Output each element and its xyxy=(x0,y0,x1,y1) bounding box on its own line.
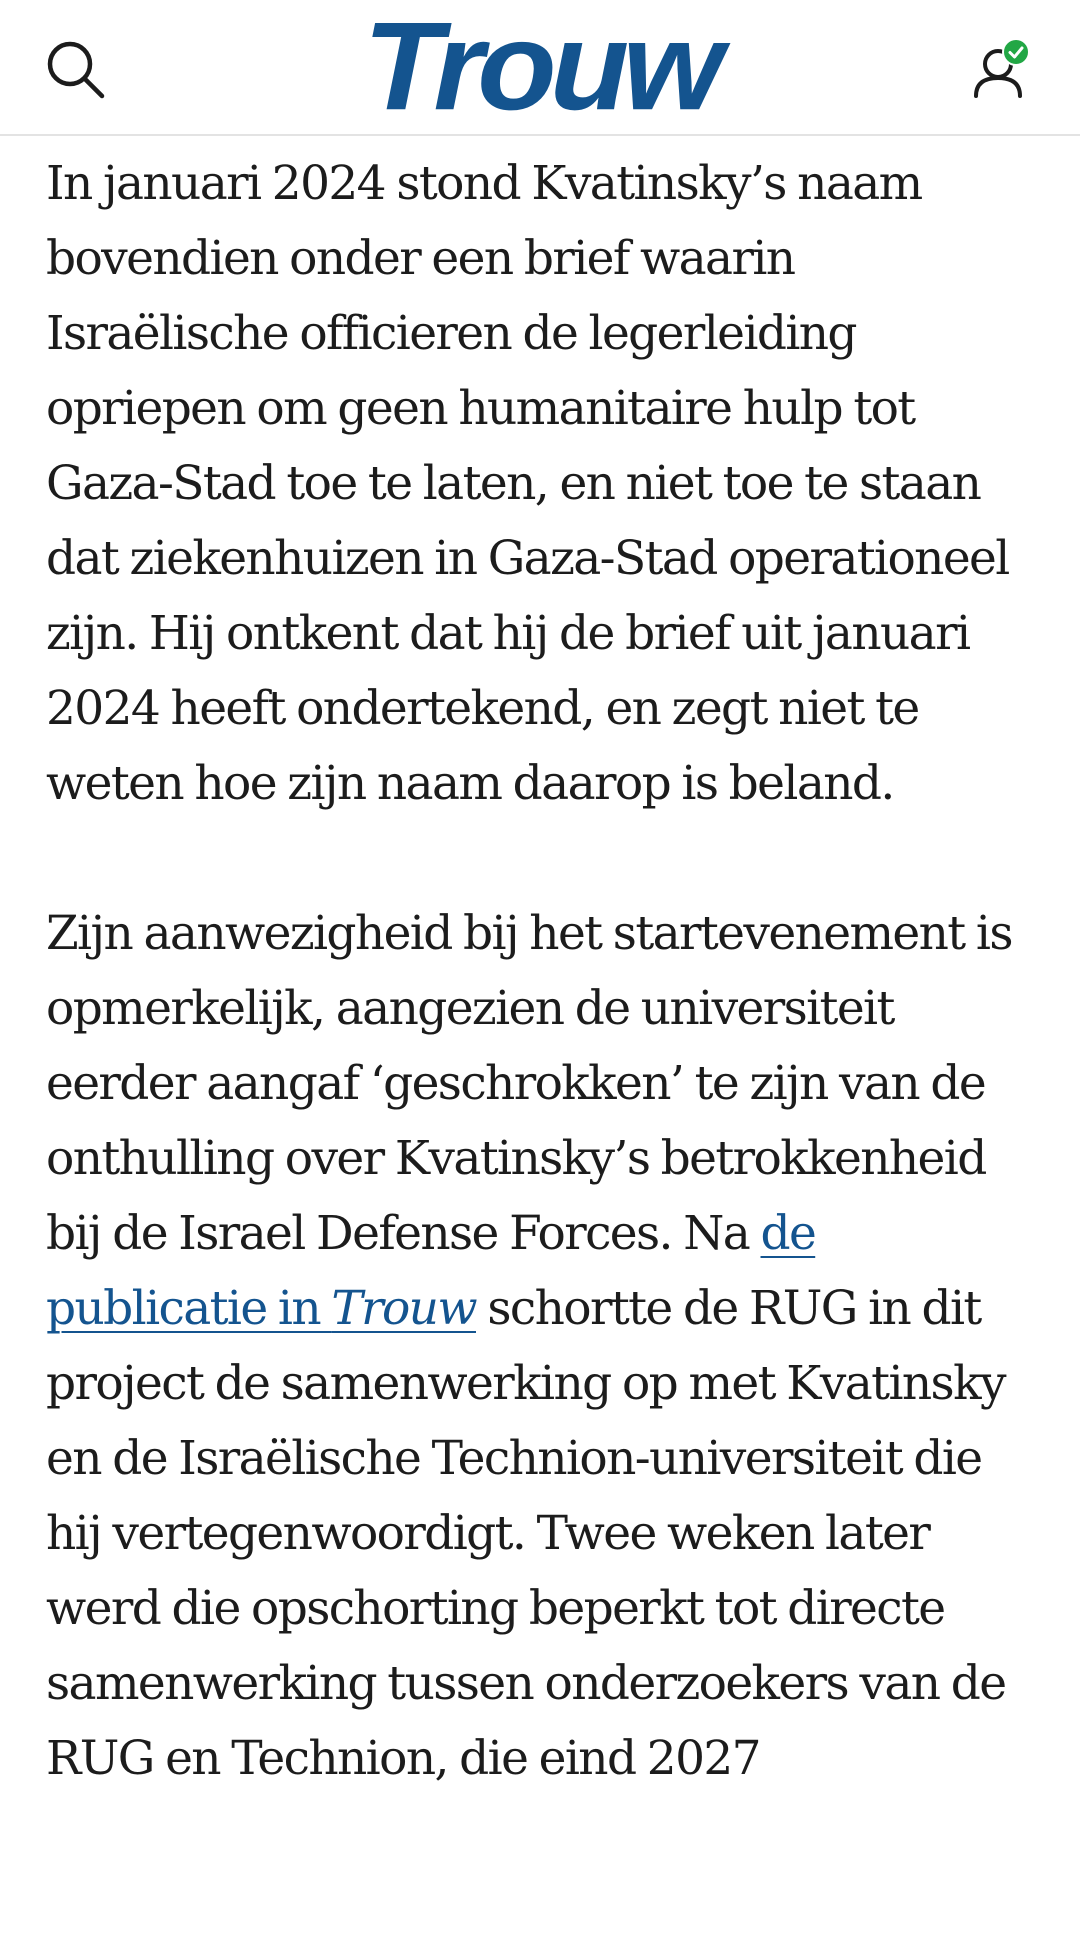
check-badge-icon xyxy=(1002,38,1030,66)
article-paragraph xyxy=(46,896,1046,1796)
paragraph-text: Zijn aanwezigheid bij het startevenement is opmerkelijk, aangezien de universiteit eerder aangaf ‘geschrokken’ te zijn van de onthulling over Kvatinsky’s betrokkenheid bij de Israel Defense Forces. Na xyxy=(46,906,1012,1261)
top-header xyxy=(0,0,1080,136)
link-emphasis: Trouw xyxy=(331,1281,476,1336)
link-text: de publicatie in xyxy=(46,1206,816,1336)
paragraph-text: schortte de RUG in dit project de samenwerking op met Kvatinsky en de Israëlische Technion-universiteit die hij vertegenwoordigt. Twee weken later werd die opschorting beperkt tot directe samenwerking tussen onderzoekers van de RUG en Technion, die eind 2027 xyxy=(46,1281,1006,1786)
trouw-logo[interactable]: Trouw xyxy=(363,0,717,137)
article-paragraph: In januari 2024 stond Kvatinsky’s naam bovendien onder een brief waarin Israëlische officieren de legerleiding opriepen om geen humanitaire hulp tot Gaza-Stad toe te laten, en niet toe te staan dat ziekenhuizen in Gaza-Stad operationeel zijn. Hij ontkent dat hij de brief uit januari 2024 heeft ondertekend, en zegt niet te weten hoe zijn naam daarop is beland. xyxy=(46,156,1009,811)
account-button[interactable] xyxy=(972,36,1032,108)
article-body xyxy=(46,136,1046,1796)
search-button[interactable] xyxy=(44,38,108,102)
search-icon xyxy=(44,38,108,102)
